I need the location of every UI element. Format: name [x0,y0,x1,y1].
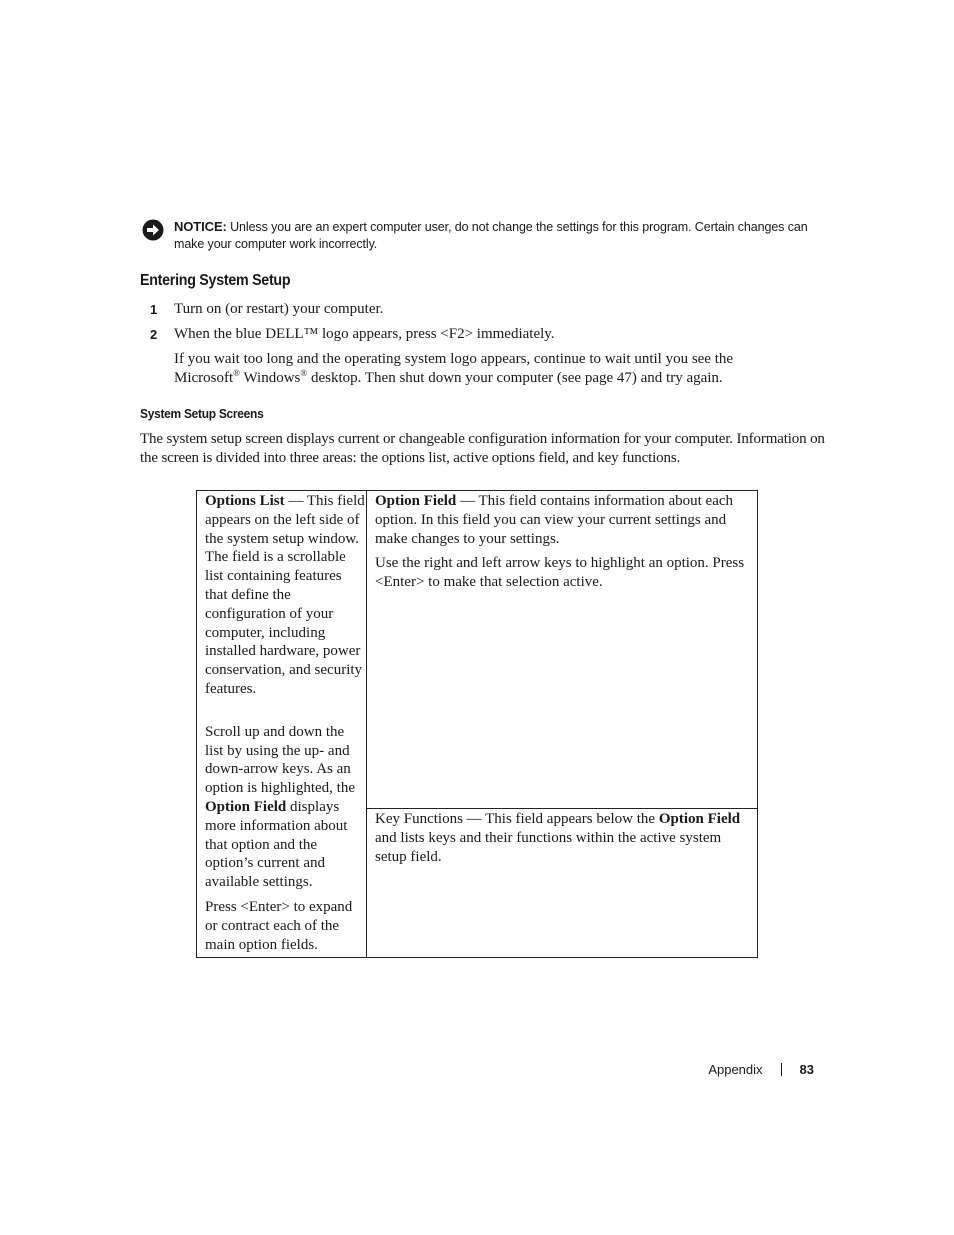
option-field-text: — This field contains information about each option. In this field you can view your current settings and make changes to your settings. [375,493,734,547]
notice-message: Unless you are an expert computer user, do not change the settings for this program. Certain changes can make your computer work incorrectly. [174,220,808,251]
subsection-title: System Setup Screens [140,406,264,421]
option-field-description [375,492,751,548]
registered-mark: ® [233,367,241,378]
key-functions-text-1: Key Functions — This field appears below the [375,811,659,827]
notice-arrow-icon [142,219,164,241]
setup-screens-table [196,490,758,958]
options-list-text: — This field appears on the left side of the system setup window. The field is a scrollable list containing features that define the configuration of your computer, including installed hardware, power conservation, and security features. [205,493,365,697]
enter-instructions: Press <Enter> to expand or contract each of the main option fields. [205,898,353,953]
key-functions-cell [367,809,757,957]
options-list-label: Options List [205,493,285,509]
option-field-cell [367,491,757,809]
step-note-paragraph [174,350,784,387]
footer-divider [781,1063,782,1076]
notice-label: NOTICE: [174,219,227,234]
options-list-cell [197,491,367,957]
key-functions-description [375,810,751,866]
footer-section-name: Appendix [708,1062,763,1077]
option-field-label: Option Field [375,493,457,509]
step-note-text-3: desktop. Then shut down your computer (see page 47) and try again. [307,369,723,386]
intro-paragraph: The system setup screen displays current or changeable configuration information for your computer. Information on the screen is divided into three areas: the options list, active options field, and key functions. [140,431,825,466]
registered-mark: ® [300,367,308,378]
step-note-text-2: Windows [240,369,301,386]
arrow-key-instructions: Use the right and left arrow keys to highlight an option. Press <Enter> to make that selection active. [375,555,745,591]
step-note-text-1: If you wait too long and the operating system logo appears, continue to wait until you see the Microsoft [174,351,734,386]
options-list-description [205,492,366,699]
step-text: When the blue DELL™ logo appears, press <F2> immediately. [174,326,555,342]
option-field-term: Option Field [658,811,741,827]
section-title: Entering System Setup [140,272,291,289]
step-number: 2 [150,327,158,342]
option-field-term: Option Field [205,798,287,815]
scroll-text-1: Scroll up and down the list by using the up- and down-arrow keys. As an option is highlighted, the [205,723,355,797]
scroll-text-2: displays more information about that option and the option’s current and available settings. [205,798,348,891]
page-footer [708,1062,814,1077]
notice-text [174,218,824,253]
step-text: Turn on (or restart) your computer. [174,301,384,317]
page-number: 83 [799,1062,814,1077]
scroll-instructions [205,723,366,892]
step-number: 1 [150,302,158,317]
key-functions-text-2: and lists keys and their functions within the active system setup field. [375,829,722,865]
